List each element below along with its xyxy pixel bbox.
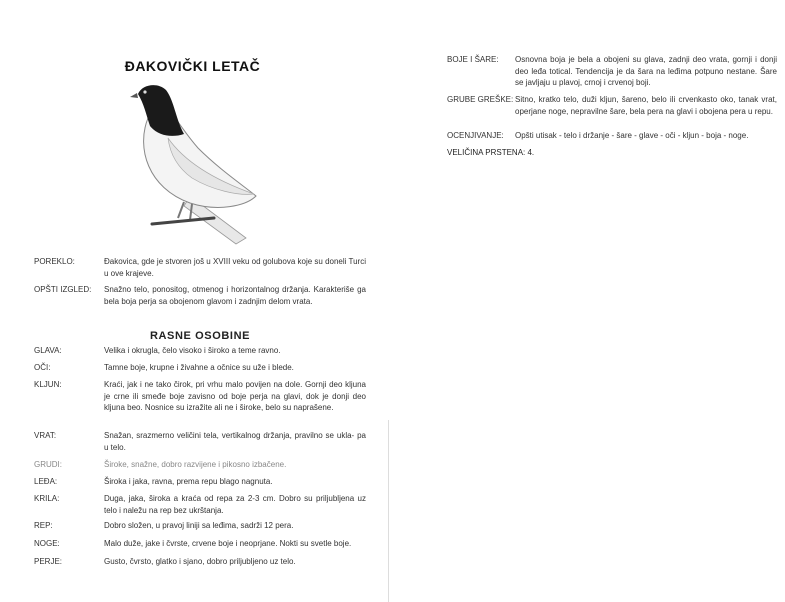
entry-label: BOJE I ŠARE: <box>447 55 499 64</box>
page-divider <box>388 420 389 602</box>
trait-label: KRILA: <box>34 494 60 503</box>
entry-label: OCENJIVANJE: <box>447 131 504 140</box>
left-page <box>0 0 385 602</box>
trait-label: PERJE: <box>34 557 63 566</box>
trait-text: Široka i jaka, ravna, prema repu blago nagnuta. <box>104 477 273 486</box>
right-page <box>395 0 785 602</box>
pigeon-illustration <box>128 78 278 246</box>
ring-size-value: 4. <box>527 148 535 157</box>
trait-label: GLAVA: <box>34 346 62 355</box>
trait-text: Dobro složen, u pravoj liniji sa leđima, sadrži 12 pera. <box>104 521 294 530</box>
trait-text: Gusto, čvrsto, glatko i sjano, dobro priljubljeno uz telo. <box>104 557 296 566</box>
entry-label: POREKLO: <box>34 257 75 266</box>
entry-text: Sitno, kratko telo, duži kljun, šareno, belo ili crvenkasto oko, tanak vrat, operjane noge, nepravilne šare, bela pera na glavi i obojena pera u repu. <box>515 95 777 116</box>
trait-label: VRAT: <box>34 431 57 440</box>
trait-text: Tamne boje, krupne i živahne a očnice su uže i blede. <box>104 363 294 372</box>
entry-ring-size <box>447 147 777 159</box>
trait-text: Široke, snažne, dobro razvijene i pikosno izbačene. <box>104 460 287 469</box>
trait-label: LEĐA: <box>34 477 58 486</box>
entry-text: Snažno telo, ponositog, otmenog i horizontalnog držanja. Karakteriše ga bela boja perja sa obojenom glavom i zadnjim delom vrata. <box>104 285 366 306</box>
section-title: RASNE OSOBINE <box>149 330 251 342</box>
trait-text: Kraći, jak i ne tako čirok, pri vrhu malo povijen na dole. Gornji deo kljuna je crne ili smeđe boje zavisno od boje perja na glavi, dok je donji deo kljuna beo. Nosnice su izražite ali ne i široke, belo su naprašene. <box>104 380 366 412</box>
trait-text: Duga, jaka, široka a kraća od repa za 2-3 cm. Dobro su priljubljena uz telo i naležu na rep bez ukrštanja. <box>104 494 366 515</box>
trait-label: KLJUN: <box>34 380 62 389</box>
trait-text: Malo duže, jake i čvrste, crvene boje i neoprjane. Nokti su svetle boje. <box>104 539 352 548</box>
page-title: ĐAKOVIČKI LETAČ <box>124 58 261 74</box>
ring-size-label: VELIČINA PRSTENA: <box>447 148 526 157</box>
entry-text: Đakovica, gde je stvoren još u XVIII veku od golubova koje su doneli Turci u ove krajeve. <box>104 257 366 278</box>
entry-label: OPŠTI IZGLED: <box>34 285 92 294</box>
trait-text: Snažan, srazmerno veličini tela, vertikalnog držanja, pravilno se ukla- pa u telo. <box>104 431 366 452</box>
trait-text: Velika i okrugla, čelo visoko i široko a teme ravno. <box>104 346 281 355</box>
trait-label: GRUDI: <box>34 460 62 469</box>
trait-label: REP: <box>34 521 53 530</box>
trait-label: OČI: <box>34 363 51 372</box>
trait-label: NOGE: <box>34 539 60 548</box>
entry-text: Osnovna boja je bela a obojeni su glava, zadnji deo vrata, gornji i donji deo leđa totical. Tendencija je da šara na leđima potpuno nestane. Šare se javljaju u plavoj, crnoj i crvenoj boji. <box>515 55 777 87</box>
entry-text: Opšti utisak - telo i držanje - šare - glave - oči - kljun - boja - noge. <box>515 131 749 140</box>
entry-label: GRUBE GREŠKE: <box>447 95 514 104</box>
